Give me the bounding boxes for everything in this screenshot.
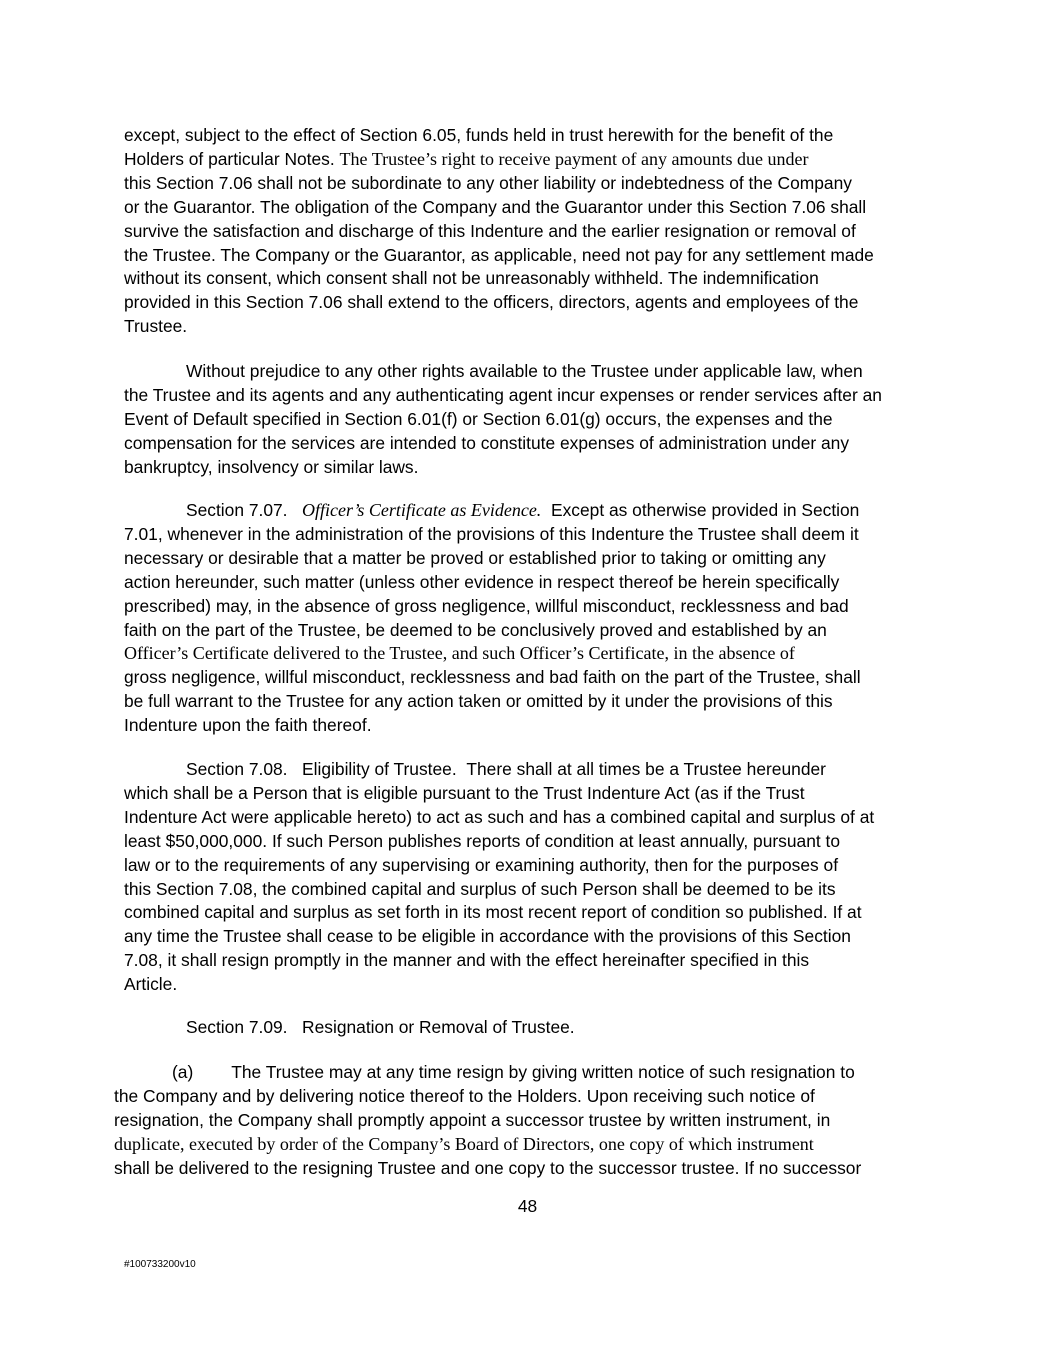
section-title: Resignation or Removal of Trustee. bbox=[302, 1017, 575, 1037]
document-id: #100733200v10 bbox=[124, 1259, 196, 1270]
subsection-marker: (a) bbox=[172, 1062, 194, 1082]
text-line: Event of Default specified in Section 6.01(f) or Section 6.01(g) occurs, the expenses and the bbox=[124, 408, 833, 429]
text-line: which shall be a Person that is eligible pursuant to the Trust Indenture Act (as if the Trust bbox=[124, 782, 805, 803]
text-line: Without prejudice to any other rights available to the Trustee under applicable law, when bbox=[186, 361, 863, 381]
text-line: the Company and by delivering notice thereof to the Holders. Upon receiving such notice of bbox=[114, 1085, 815, 1106]
section-7-09-heading bbox=[124, 1016, 575, 1040]
section-title: Officer’s Certificate as Evidence. bbox=[302, 500, 542, 520]
text-line: Article. bbox=[124, 974, 178, 995]
section-number: Section 7.08. bbox=[186, 759, 288, 779]
text-segment: Holders of particular Notes. bbox=[124, 148, 340, 169]
page-number: 48 bbox=[517, 1196, 538, 1216]
section-title: Eligibility of Trustee. bbox=[302, 759, 457, 779]
text-line: any time the Trustee shall cease to be eligible in accordance with the provisions of this Section bbox=[124, 926, 851, 947]
text-line: Trustee. bbox=[124, 316, 188, 337]
text-line: compensation for the services are intended to constitute expenses of administration under any bbox=[124, 432, 850, 453]
text-line: this Section 7.08, the combined capital and surplus of such Person shall be deemed to be its bbox=[124, 878, 836, 899]
section-7-08 bbox=[124, 758, 874, 997]
text-line: combined capital and surplus as set forth in its most recent report of condition so published. If at bbox=[124, 902, 862, 923]
section-heading-line bbox=[124, 1016, 575, 1040]
text-line: necessary or desirable that a matter be proved or established prior to taking or omitting any bbox=[124, 547, 826, 568]
section-number: Section 7.07. bbox=[186, 500, 288, 520]
text-line: prescribed) may, in the absence of gross negligence, willful misconduct, recklessness and bad bbox=[124, 595, 849, 616]
section-7-07 bbox=[124, 499, 861, 738]
text-line: law or to the requirements of any supervising or examining authority, then for the purposes of bbox=[124, 854, 839, 875]
text-line-serif: Officer’s Certificate delivered to the Trustee, and such Officer’s Certificate, in the absence of bbox=[124, 643, 795, 664]
text-line: shall be delivered to the resigning Trustee and one copy to the successor trustee. If no successor bbox=[114, 1157, 862, 1178]
text-line-serif: duplicate, executed by order of the Company’s Board of Directors, one copy of which instrument bbox=[114, 1133, 814, 1154]
text-line: action hereunder, such matter (unless other evidence in respect thereof be herein specifically bbox=[124, 571, 840, 592]
text-line: Indenture Act were applicable hereto) to act as such and has a combined capital and surplus of at bbox=[124, 806, 875, 827]
text-line bbox=[124, 148, 874, 172]
paragraph-indemnity-continuation bbox=[124, 124, 874, 339]
text-line: or the Guarantor. The obligation of the Company and the Guarantor under this Section 7.06 shall bbox=[124, 196, 867, 217]
text-line: least $50,000,000. If such Person publishes reports of condition at least annually, pursuant to bbox=[124, 830, 841, 851]
text-segment-serif: The Trustee’s right to receive payment of any amounts due under bbox=[339, 148, 809, 169]
text-line: be full warrant to the Trustee for any action taken or omitted by it under the provisions of this bbox=[124, 691, 833, 712]
text-line: without its consent, which consent shall not be unreasonably withheld. The indemnification bbox=[124, 268, 819, 289]
text-segment: There shall at all times be a Trustee hereunder bbox=[466, 759, 826, 779]
section-heading-line bbox=[124, 758, 874, 782]
text-line: 7.08, it shall resign promptly in the manner and with the effect hereinafter specified in this bbox=[124, 950, 810, 971]
text-line: except, subject to the effect of Section 6.05, funds held in trust herewith for the benefit of the bbox=[124, 125, 834, 145]
section-number: Section 7.09. bbox=[186, 1017, 288, 1037]
text-line: this Section 7.06 shall not be subordinate to any other liability or indebtedness of the Company bbox=[124, 172, 852, 193]
text-line: bankruptcy, insolvency or similar laws. bbox=[124, 456, 419, 477]
text-line: provided in this Section 7.06 shall extend to the officers, directors, agents and employees of the bbox=[124, 292, 859, 313]
text-line: Indenture upon the faith thereof. bbox=[124, 715, 372, 736]
text-line: 7.01, whenever in the administration of the provisions of this Indenture the Trustee shall deem it bbox=[124, 523, 859, 544]
text-line: resignation, the Company shall promptly appoint a successor trustee by written instrument, in bbox=[114, 1109, 831, 1130]
text-segment: Except as otherwise provided in Section bbox=[550, 500, 860, 520]
text-segment: The Trustee may at any time resign by giving written notice of such resignation to bbox=[231, 1062, 855, 1082]
subsection-first-line bbox=[114, 1061, 861, 1085]
subsection-a bbox=[114, 1061, 861, 1181]
text-line: gross negligence, willful misconduct, recklessness and bad faith on the part of the Trustee, shall bbox=[124, 667, 861, 688]
text-line: the Trustee and its agents and any authenticating agent incur expenses or render services after an bbox=[124, 384, 882, 405]
text-line: the Trustee. The Company or the Guarantor, as applicable, need not pay for any settlement made bbox=[124, 244, 874, 265]
section-heading-line bbox=[124, 499, 861, 523]
text-line: survive the satisfaction and discharge of this Indenture and the earlier resignation or removal of bbox=[124, 220, 856, 241]
text-line: faith on the part of the Trustee, be deemed to be conclusively proved and established by an bbox=[124, 619, 827, 640]
paragraph-without-prejudice bbox=[124, 360, 882, 480]
